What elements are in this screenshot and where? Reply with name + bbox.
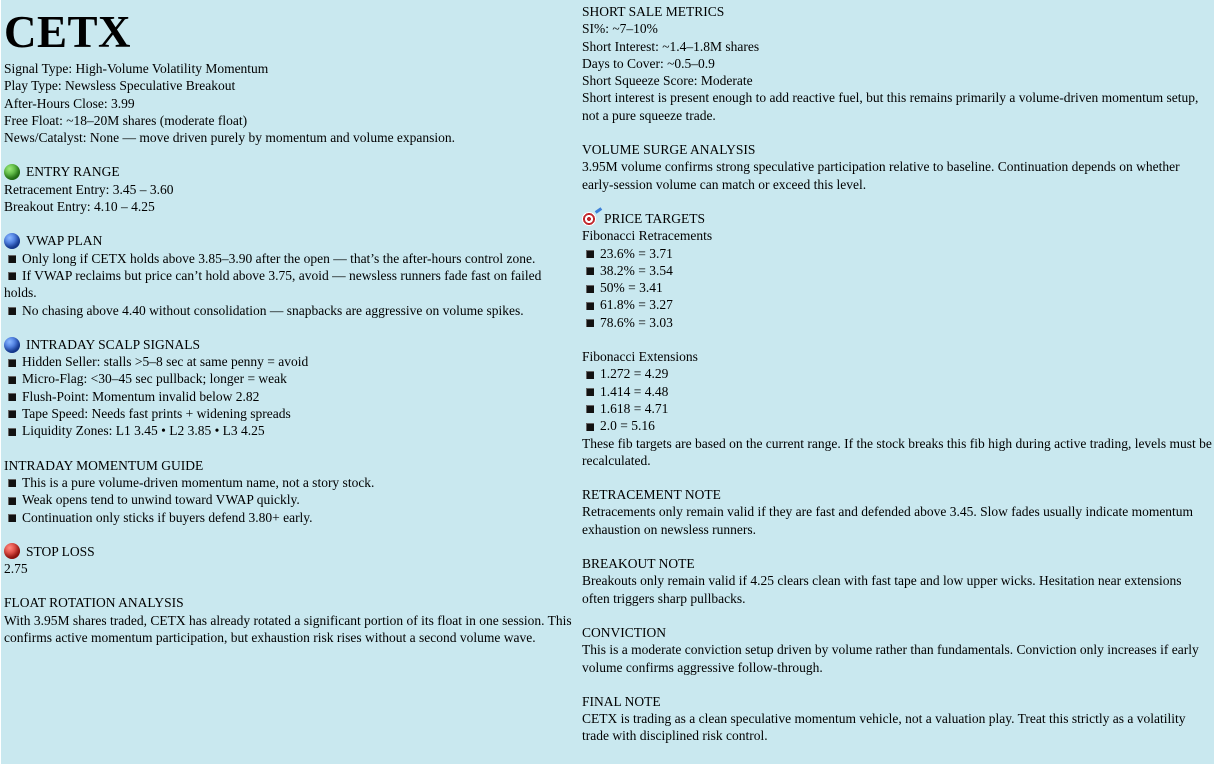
ticker-title: CETX: [4, 7, 132, 57]
blue-circle-icon: [4, 233, 20, 249]
volume-surge-heading: VOLUME SURGE ANALYSIS: [582, 142, 756, 158]
square-bullet-icon: [586, 319, 594, 327]
list-item: This is a pure volume-driven momentum name, not a story stock.: [4, 474, 576, 491]
retracement-note-text: Retracements only remain valid if they are fast and defended above 3.45. Slow fades usually indicate momentum exhaustion on newsless runners.: [582, 504, 1194, 537]
square-bullet-icon: [586, 388, 594, 396]
report-page: [1, 0, 1214, 764]
list-item: Micro-Flag: <30–45 sec pullback; longer = weak: [4, 370, 576, 387]
list-item: Weak opens tend to unwind toward VWAP quickly.: [4, 491, 576, 508]
scalp-signals-heading: [4, 336, 576, 353]
breakout-note-heading: BREAKOUT NOTE: [582, 556, 695, 572]
list-item: 61.8% = 3.27: [582, 296, 1212, 313]
square-bullet-icon: [8, 272, 16, 280]
square-bullet-icon: [8, 428, 16, 436]
free-float: Free Float: ~18–20M shares (moderate float): [4, 112, 248, 128]
list-item: 1.618 = 4.71: [582, 400, 1212, 417]
vwap-plan-heading: [4, 232, 576, 249]
square-bullet-icon: [586, 285, 594, 293]
list-item: 50% = 3.41: [582, 279, 1212, 296]
short-interest: Short Interest: ~1.4–1.8M shares: [582, 38, 760, 54]
squeeze-score: Short Squeeze Score: Moderate: [582, 73, 753, 89]
list-item: 1.414 = 4.48: [582, 383, 1212, 400]
final-note-text: CETX is trading as a clean speculative momentum vehicle, not a valuation play. Treat this strictly as a volatility trade with disciplined risk control.: [582, 711, 1186, 744]
square-bullet-icon: [8, 393, 16, 401]
square-bullet-icon: [8, 376, 16, 384]
square-bullet-icon: [586, 250, 594, 258]
list-item: 78.6% = 3.03: [582, 314, 1212, 331]
momentum-guide-heading: INTRADAY MOMENTUM GUIDE: [4, 457, 204, 473]
list-item: 23.6% = 3.71: [582, 245, 1212, 262]
entry-range-label: ENTRY RANGE: [26, 164, 120, 180]
list-item: Continuation only sticks if buyers defend 3.80+ early.: [4, 509, 576, 526]
square-bullet-icon: [8, 307, 16, 315]
list-item: 38.2% = 3.54: [582, 262, 1212, 279]
list-item: Liquidity Zones: L1 3.45 • L2 3.85 • L3 4.25: [4, 422, 576, 439]
list-item: Tape Speed: Needs fast prints + widening spreads: [4, 405, 576, 422]
list-item: No chasing above 4.40 without consolidation — snapbacks are aggressive on volume spikes.: [4, 302, 576, 319]
retracement-entry: Retracement Entry: 3.45 – 3.60: [4, 181, 174, 197]
after-hours-close: After-Hours Close: 3.99: [4, 95, 135, 111]
float-rotation-text: With 3.95M shares traded, CETX has already rotated a significant portion of its float in one session. This confirms active momentum participation, but exhaustion risk rises without a second volume wave.: [4, 612, 572, 646]
green-circle-icon: [4, 164, 20, 180]
news-catalyst: News/Catalyst: None — move driven purely by momentum and volume expansion.: [4, 130, 456, 146]
fib-retracements-label: Fibonacci Retracements: [582, 228, 713, 244]
retracement-note-heading: RETRACEMENT NOTE: [582, 487, 721, 503]
signal-type: Signal Type: High-Volume Volatility Momentum: [4, 61, 269, 76]
breakout-note-text: Breakouts only remain valid if 4.25 clears clean with fast tape and low upper wicks. Hesitation near extensions often triggers sharp pullbacks.: [582, 573, 1182, 606]
short-sale-heading: SHORT SALE METRICS: [582, 4, 725, 19]
si-percent: SI%: ~7–10%: [582, 21, 658, 37]
square-bullet-icon: [8, 514, 16, 522]
list-item: Flush-Point: Momentum invalid below 2.82: [4, 388, 576, 405]
conviction-heading: CONVICTION: [582, 624, 666, 640]
short-sale-text: Short interest is present enough to add reactive fuel, but this remains primarily a volume-driven momentum setup, not a pure squeeze trade.: [582, 90, 1199, 123]
days-to-cover: Days to Cover: ~0.5–0.9: [582, 55, 715, 71]
stop-loss-value: 2.75: [4, 561, 28, 577]
list-item: 1.272 = 4.29: [582, 365, 1212, 382]
left-column: [4, 0, 576, 646]
blue-circle-icon: [4, 337, 20, 353]
list-item: 2.0 = 5.16: [582, 417, 1212, 434]
scalp-signals-label: INTRADAY SCALP SIGNALS: [26, 336, 201, 352]
right-column: [582, 0, 1212, 745]
list-item: If VWAP reclaims but price can’t hold above 3.75, avoid — newsless runners fade fast on failed holds.: [4, 267, 542, 301]
square-bullet-icon: [586, 267, 594, 275]
square-bullet-icon: [8, 479, 16, 487]
fib-extensions-label: Fibonacci Extensions: [582, 349, 698, 365]
square-bullet-icon: [586, 302, 594, 310]
list-item: Hidden Seller: stalls >5–8 sec at same penny = avoid: [4, 353, 576, 370]
target-icon: [582, 212, 596, 226]
vwap-plan-label: VWAP PLAN: [26, 233, 103, 249]
list-item: Only long if CETX holds above 3.85–3.90 after the open — that’s the after-hours control zone.: [4, 250, 576, 267]
stop-loss-label: STOP LOSS: [26, 543, 95, 559]
square-bullet-icon: [8, 255, 16, 263]
breakout-entry: Breakout Entry: 4.10 – 4.25: [4, 199, 155, 215]
entry-range-heading: [4, 163, 576, 180]
price-targets-heading: [582, 210, 1212, 227]
play-type: Play Type: Newsless Speculative Breakout: [4, 78, 236, 94]
square-bullet-icon: [8, 359, 16, 367]
square-bullet-icon: [586, 423, 594, 431]
float-rotation-heading: FLOAT ROTATION ANALYSIS: [4, 595, 184, 611]
square-bullet-icon: [8, 497, 16, 505]
price-targets-label: PRICE TARGETS: [604, 210, 706, 226]
fib-note: These fib targets are based on the current range. If the stock breaks this fib high during active trading, levels must be recalculated.: [582, 435, 1212, 468]
square-bullet-icon: [586, 405, 594, 413]
square-bullet-icon: [8, 410, 16, 418]
square-bullet-icon: [586, 371, 594, 379]
final-note-heading: FINAL NOTE: [582, 693, 661, 709]
red-circle-icon: [4, 543, 20, 559]
stop-loss-heading: [4, 543, 576, 560]
volume-surge-text: 3.95M volume confirms strong speculative participation relative to baseline. Continuation depends on whether early-session volume can match or exceed this level.: [582, 159, 1180, 192]
conviction-text: This is a moderate conviction setup driven by volume rather than fundamentals. Conviction only increases if early volume confirms aggressive follow-through.: [582, 642, 1199, 675]
